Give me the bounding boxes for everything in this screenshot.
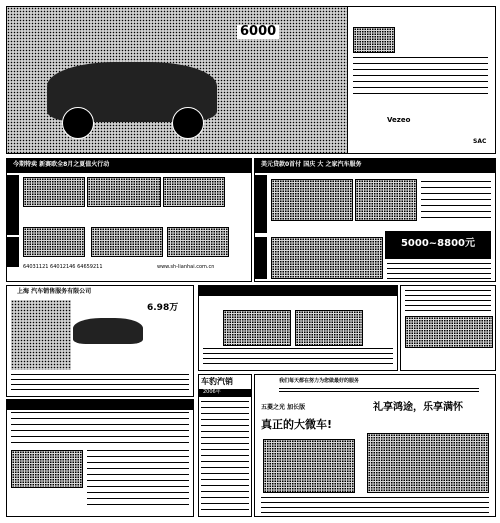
side-tag xyxy=(7,175,19,235)
car-thumb xyxy=(11,450,83,488)
car-thumb xyxy=(355,179,417,221)
big-headline: 真正的大微车! xyxy=(261,418,333,431)
chebao-title: 车豹汽销 xyxy=(201,377,233,386)
car-thumb xyxy=(295,310,363,346)
dealer-photo xyxy=(11,300,71,370)
car-thumb xyxy=(223,310,291,346)
brand-right: SAC xyxy=(473,138,487,145)
text-block xyxy=(203,348,393,368)
text-block xyxy=(387,263,491,279)
table-header: 2006年 xyxy=(203,389,221,395)
sub-slogan: 五菱之光 加长版 xyxy=(261,404,306,411)
wuling-ad xyxy=(254,374,496,517)
van-photo xyxy=(263,439,355,493)
brand-left: Vezeo xyxy=(387,116,411,124)
photo-divider xyxy=(347,7,348,153)
price-label: 6000 xyxy=(237,25,279,39)
dealer-ad-right xyxy=(254,158,496,282)
banner xyxy=(199,286,397,296)
car-thumb xyxy=(405,316,493,348)
text-block xyxy=(353,57,488,97)
car-thumb xyxy=(271,237,383,279)
text-block xyxy=(11,374,189,394)
website: www.sh-lianhai.com.cn xyxy=(157,264,215,270)
price-table xyxy=(201,401,249,513)
banner-text: 今期特卖 新赛欧全8月之夏值火行动 xyxy=(13,161,110,168)
phone-line: 64031121 64012146 64659211 xyxy=(23,264,103,270)
top-car-ad xyxy=(6,6,496,154)
car-thumb xyxy=(167,227,229,257)
text-block xyxy=(279,388,479,394)
car-thumb xyxy=(23,227,85,257)
car-thumb xyxy=(163,177,225,207)
mid-car-ad xyxy=(198,285,398,371)
car-thumb xyxy=(91,227,163,257)
right-car-ad xyxy=(400,285,496,371)
car-thumb xyxy=(87,177,161,207)
dealer-ad-left xyxy=(6,158,252,282)
sh-dealer-ad xyxy=(6,285,194,397)
car-shape xyxy=(73,318,143,344)
car-thumb xyxy=(271,179,353,221)
banner xyxy=(7,400,193,410)
text-block xyxy=(405,290,491,312)
side-tag xyxy=(7,237,19,267)
text-block xyxy=(421,181,491,221)
dealer-price: 6.98万 xyxy=(147,303,179,313)
side-tag xyxy=(255,175,267,233)
dealer-name: 上海 汽车销售服务有限公司 xyxy=(17,288,92,295)
dealer-table-ad xyxy=(6,399,194,517)
price-box xyxy=(385,231,491,259)
text-block xyxy=(87,450,189,510)
side-tag xyxy=(255,237,267,279)
text-block xyxy=(261,497,489,513)
price-big: 5000~8800元 xyxy=(400,238,476,249)
wheel xyxy=(172,107,204,139)
main-slogan: 礼享鸿途，乐享满怀 xyxy=(373,402,463,413)
car-inset xyxy=(353,27,395,53)
car-photo xyxy=(7,7,347,153)
text-block xyxy=(11,412,189,446)
wheel xyxy=(62,107,94,139)
car-thumb xyxy=(23,177,85,207)
notice-line: 我们每天都在努力为您做最好的服务 xyxy=(279,378,360,384)
chebao-ad xyxy=(198,374,252,517)
van-photo xyxy=(367,433,489,493)
banner-text: 美元贷款0首付 国庆 大 之家汽车服务 xyxy=(261,161,362,168)
